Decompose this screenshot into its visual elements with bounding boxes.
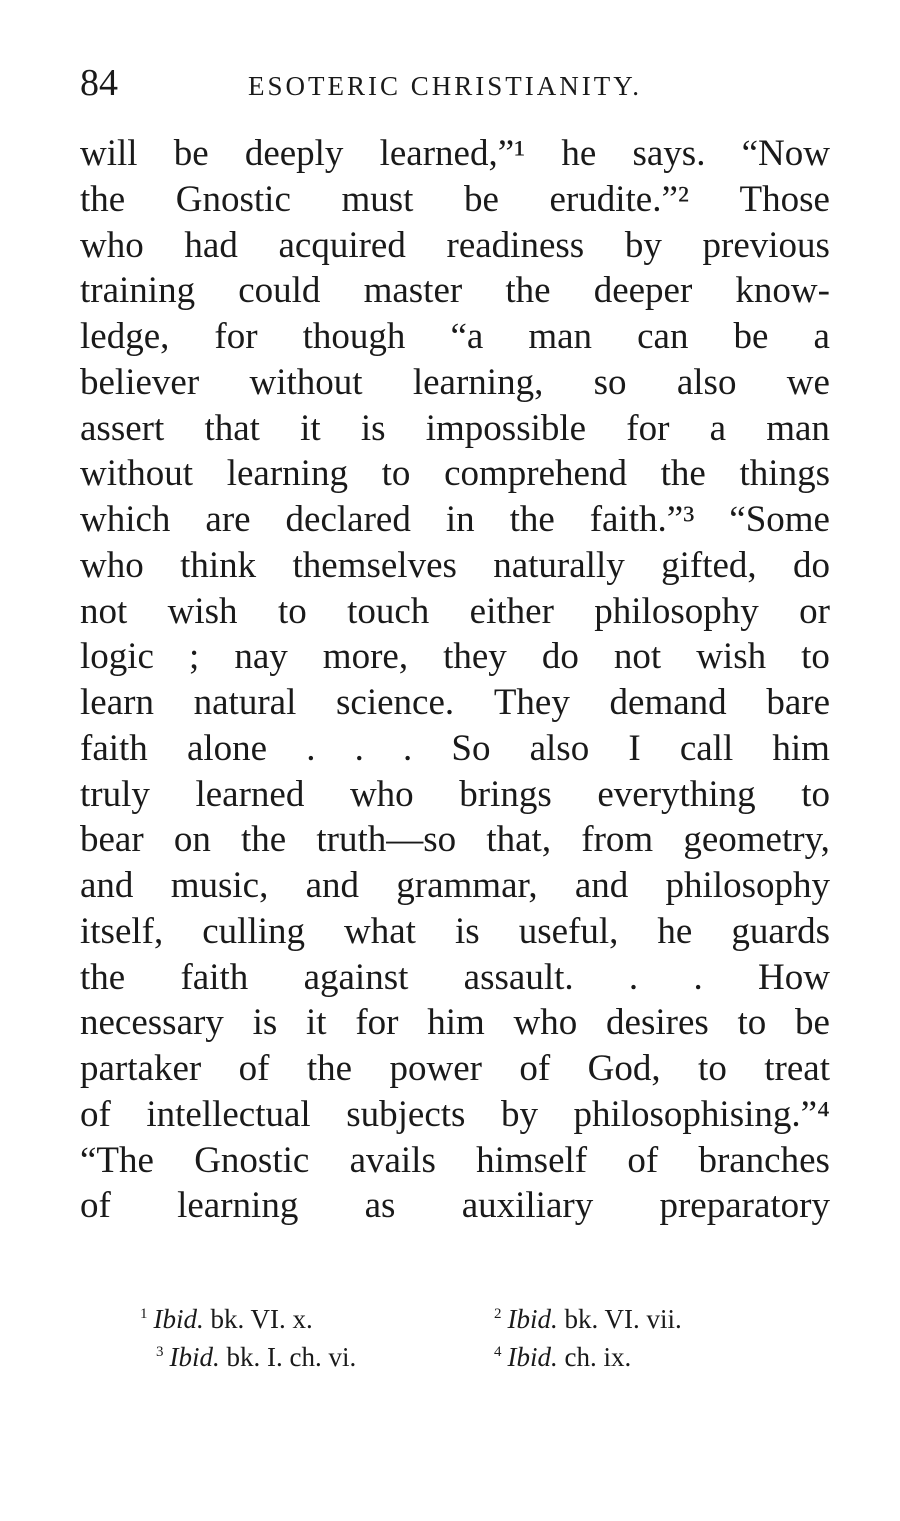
word: Gnostic: [194, 1139, 310, 1181]
text-line: [80, 1138, 830, 1184]
word: is: [252, 1002, 278, 1044]
footnote-ref: Ibid.: [507, 1342, 558, 1372]
word: either: [469, 590, 554, 632]
footnote-text: bk. I. ch. vi.: [226, 1342, 357, 1372]
word: him: [427, 1002, 485, 1044]
word: be: [463, 178, 499, 220]
text-line: [80, 314, 830, 360]
word: he: [561, 133, 597, 174]
word: desires: [606, 1002, 709, 1044]
word: we: [786, 361, 830, 403]
word: to: [801, 773, 830, 815]
word: auxiliary: [461, 1185, 594, 1227]
word: against: [303, 956, 409, 998]
footnotes: [140, 1295, 780, 1371]
word: .: [354, 727, 364, 769]
text-line: [80, 863, 830, 909]
footnote-4: [494, 1333, 631, 1376]
word: I: [628, 727, 641, 769]
word: in: [445, 499, 475, 540]
word: who: [349, 773, 414, 815]
word: will: [80, 133, 138, 174]
running-head: ESOTERIC CHRISTIANITY.: [248, 71, 643, 101]
word: learning: [177, 1185, 299, 1227]
footnote-marker: 3: [156, 1344, 164, 1360]
word: “a: [450, 316, 484, 357]
word: it: [300, 407, 321, 449]
word: “The: [80, 1139, 154, 1181]
word: think: [180, 544, 257, 586]
word: to: [698, 1048, 727, 1089]
word: be: [173, 133, 209, 174]
word: know-: [735, 270, 830, 312]
word: so: [593, 361, 627, 403]
word: of: [80, 1093, 111, 1135]
text-line: [80, 909, 830, 955]
body-text: [80, 131, 830, 1229]
word: faith: [80, 727, 148, 769]
word: .: [306, 727, 316, 769]
word: acquired: [278, 224, 406, 266]
text-line: [80, 131, 830, 177]
page-number: 84: [80, 62, 118, 104]
text-line: [80, 1092, 830, 1138]
text-line: [80, 268, 830, 314]
word: believer: [80, 361, 200, 403]
word: They: [493, 682, 570, 723]
word: must: [341, 178, 414, 220]
word: faith.”³: [589, 499, 695, 540]
word: .: [628, 956, 639, 998]
footnote-text: bk. VI. x.: [210, 1304, 313, 1334]
word: the: [80, 178, 126, 220]
text-line: [80, 726, 830, 772]
word: for: [214, 316, 258, 357]
footnote-2: [494, 1295, 682, 1338]
word: naturally: [493, 544, 625, 586]
word: How: [757, 956, 830, 998]
word: So: [451, 727, 491, 769]
word: him: [772, 727, 830, 769]
footnote-marker: 4: [494, 1344, 502, 1360]
word: for: [626, 407, 670, 449]
word: by: [500, 1093, 538, 1135]
word: deeply: [244, 133, 344, 174]
word: branches: [698, 1139, 830, 1181]
word: treat: [764, 1048, 830, 1089]
word: intellectual: [146, 1093, 311, 1135]
word: to: [801, 636, 830, 678]
word: erudite.”²: [549, 178, 689, 220]
word: ledge,: [80, 316, 170, 357]
word: logic: [80, 636, 154, 678]
footnote-row: [140, 1333, 780, 1371]
word: and: [574, 865, 629, 906]
word: geometry,: [683, 819, 830, 861]
word: faith: [180, 956, 249, 998]
word: and: [305, 865, 360, 906]
footnote-ref: Ibid.: [169, 1342, 220, 1372]
footnote-marker: 2: [494, 1306, 502, 1322]
text-line: [80, 543, 830, 589]
footnote-ref: Ibid.: [507, 1304, 558, 1334]
word: .: [693, 956, 703, 998]
word: wish: [696, 636, 767, 678]
word: deeper: [593, 270, 693, 312]
text-line: [80, 451, 830, 497]
word: readiness: [446, 224, 585, 266]
text-line: [80, 634, 830, 680]
text-line: [80, 772, 830, 818]
word: philosophy: [665, 865, 830, 906]
word: do: [541, 636, 579, 678]
word: also: [676, 361, 737, 403]
word: the: [80, 956, 126, 998]
word: could: [238, 270, 321, 312]
word: which: [80, 499, 171, 540]
word: call: [679, 727, 734, 769]
word: declared: [285, 499, 411, 540]
word: “Some: [729, 499, 830, 540]
word: that: [204, 407, 260, 449]
word: demand: [609, 682, 727, 723]
word: as: [364, 1185, 396, 1227]
word: brings: [459, 773, 552, 815]
word: music,: [170, 865, 269, 906]
word: on: [173, 819, 211, 861]
word: are: [205, 499, 251, 540]
word: natural: [193, 682, 297, 723]
word: assault.: [463, 956, 574, 998]
text-line: [80, 406, 830, 452]
page-header: [80, 58, 830, 108]
word: from: [581, 819, 654, 861]
word: for: [355, 1002, 399, 1044]
word: grammar,: [396, 865, 538, 906]
word: truly: [80, 773, 150, 815]
word: the: [660, 453, 706, 495]
word: Those: [739, 178, 830, 220]
word: says.: [632, 133, 706, 174]
word: bare: [766, 682, 830, 723]
word: who: [80, 224, 144, 266]
word: master: [363, 270, 463, 312]
word: who: [80, 544, 144, 586]
word: subjects: [346, 1093, 466, 1135]
word: to: [277, 590, 307, 632]
word: can: [637, 316, 689, 357]
word: without: [80, 453, 194, 495]
word: the: [241, 819, 287, 861]
text-line: [80, 589, 830, 635]
footnote-text: bk. VI. vii.: [564, 1304, 682, 1334]
word: himself: [476, 1139, 588, 1181]
word: Gnostic: [175, 178, 291, 220]
word: necessary: [80, 1002, 224, 1044]
word: gifted,: [661, 544, 757, 586]
word: learned,”¹: [379, 133, 526, 174]
text-line: [80, 817, 830, 863]
word: a: [709, 407, 727, 449]
footnote-1: [140, 1295, 313, 1338]
word: avails: [349, 1139, 436, 1181]
word: or: [799, 590, 830, 632]
word: by: [624, 224, 662, 266]
text-line: [80, 497, 830, 543]
word: and: [80, 865, 134, 906]
word: what: [344, 910, 416, 952]
word: not: [613, 636, 662, 678]
word: learned: [195, 773, 305, 815]
word: learn: [80, 682, 154, 723]
text-line: [80, 360, 830, 406]
word: to: [381, 453, 411, 495]
word: culling: [202, 910, 306, 952]
word: partaker: [80, 1048, 202, 1089]
word: be: [733, 316, 769, 357]
word: themselves: [292, 544, 457, 586]
word: bear: [80, 819, 144, 861]
word: that,: [486, 819, 552, 861]
text-line: [80, 680, 830, 726]
word: the: [505, 270, 551, 312]
word: of: [519, 1048, 551, 1089]
word: guards: [731, 910, 830, 952]
word: nay: [234, 636, 288, 678]
word: of: [627, 1139, 659, 1181]
word: had: [184, 224, 238, 266]
word: without: [249, 361, 363, 403]
word: though: [302, 316, 406, 357]
word: also: [529, 727, 590, 769]
word: is: [360, 407, 386, 449]
word: itself,: [80, 910, 164, 952]
word: power: [389, 1048, 482, 1089]
word: man: [766, 407, 830, 449]
footnote-text: ch. ix.: [564, 1342, 632, 1372]
word: .: [403, 727, 413, 769]
word: is: [454, 910, 480, 952]
word: do: [793, 544, 830, 586]
word: he: [657, 910, 693, 952]
word: it: [306, 1002, 327, 1044]
word: philosophy: [594, 590, 759, 632]
word: wish: [167, 590, 238, 632]
word: alone: [186, 727, 268, 769]
text-line: [80, 955, 830, 1001]
word: man: [528, 316, 593, 357]
text-line: [80, 177, 830, 223]
word: learning,: [412, 361, 544, 403]
word: truth—so: [316, 819, 457, 861]
word: impossible: [425, 407, 587, 449]
word: things: [739, 453, 830, 495]
word: science.: [336, 682, 455, 723]
word: learning: [226, 453, 348, 495]
word: useful,: [518, 910, 619, 952]
word: not: [80, 590, 128, 632]
word: the: [509, 499, 555, 540]
footnote-row: [140, 1295, 780, 1333]
footnote-ref: Ibid.: [153, 1304, 204, 1334]
word: philosophising.”⁴: [573, 1093, 830, 1135]
word: a: [813, 316, 830, 357]
word: comprehend: [444, 453, 627, 495]
word: “Now: [741, 133, 830, 174]
word: training: [80, 270, 196, 312]
word: previous: [702, 224, 830, 266]
footnote-3: [156, 1333, 356, 1376]
word: God,: [587, 1048, 661, 1089]
word: of: [80, 1185, 111, 1227]
word: preparatory: [659, 1185, 830, 1227]
word: the: [306, 1048, 353, 1089]
text-line: [80, 1183, 830, 1229]
footnote-marker: 1: [140, 1306, 148, 1322]
text-line: [80, 1000, 830, 1046]
word: ;: [189, 636, 200, 678]
word: who: [513, 1002, 578, 1044]
word: more,: [322, 636, 409, 678]
word: they: [443, 636, 507, 678]
word: everything: [597, 773, 756, 815]
word: touch: [347, 590, 430, 632]
word: of: [238, 1048, 270, 1089]
word: be: [795, 1002, 830, 1044]
word: assert: [80, 407, 165, 449]
text-line: [80, 223, 830, 269]
word: to: [737, 1002, 767, 1044]
text-line: [80, 1046, 830, 1092]
